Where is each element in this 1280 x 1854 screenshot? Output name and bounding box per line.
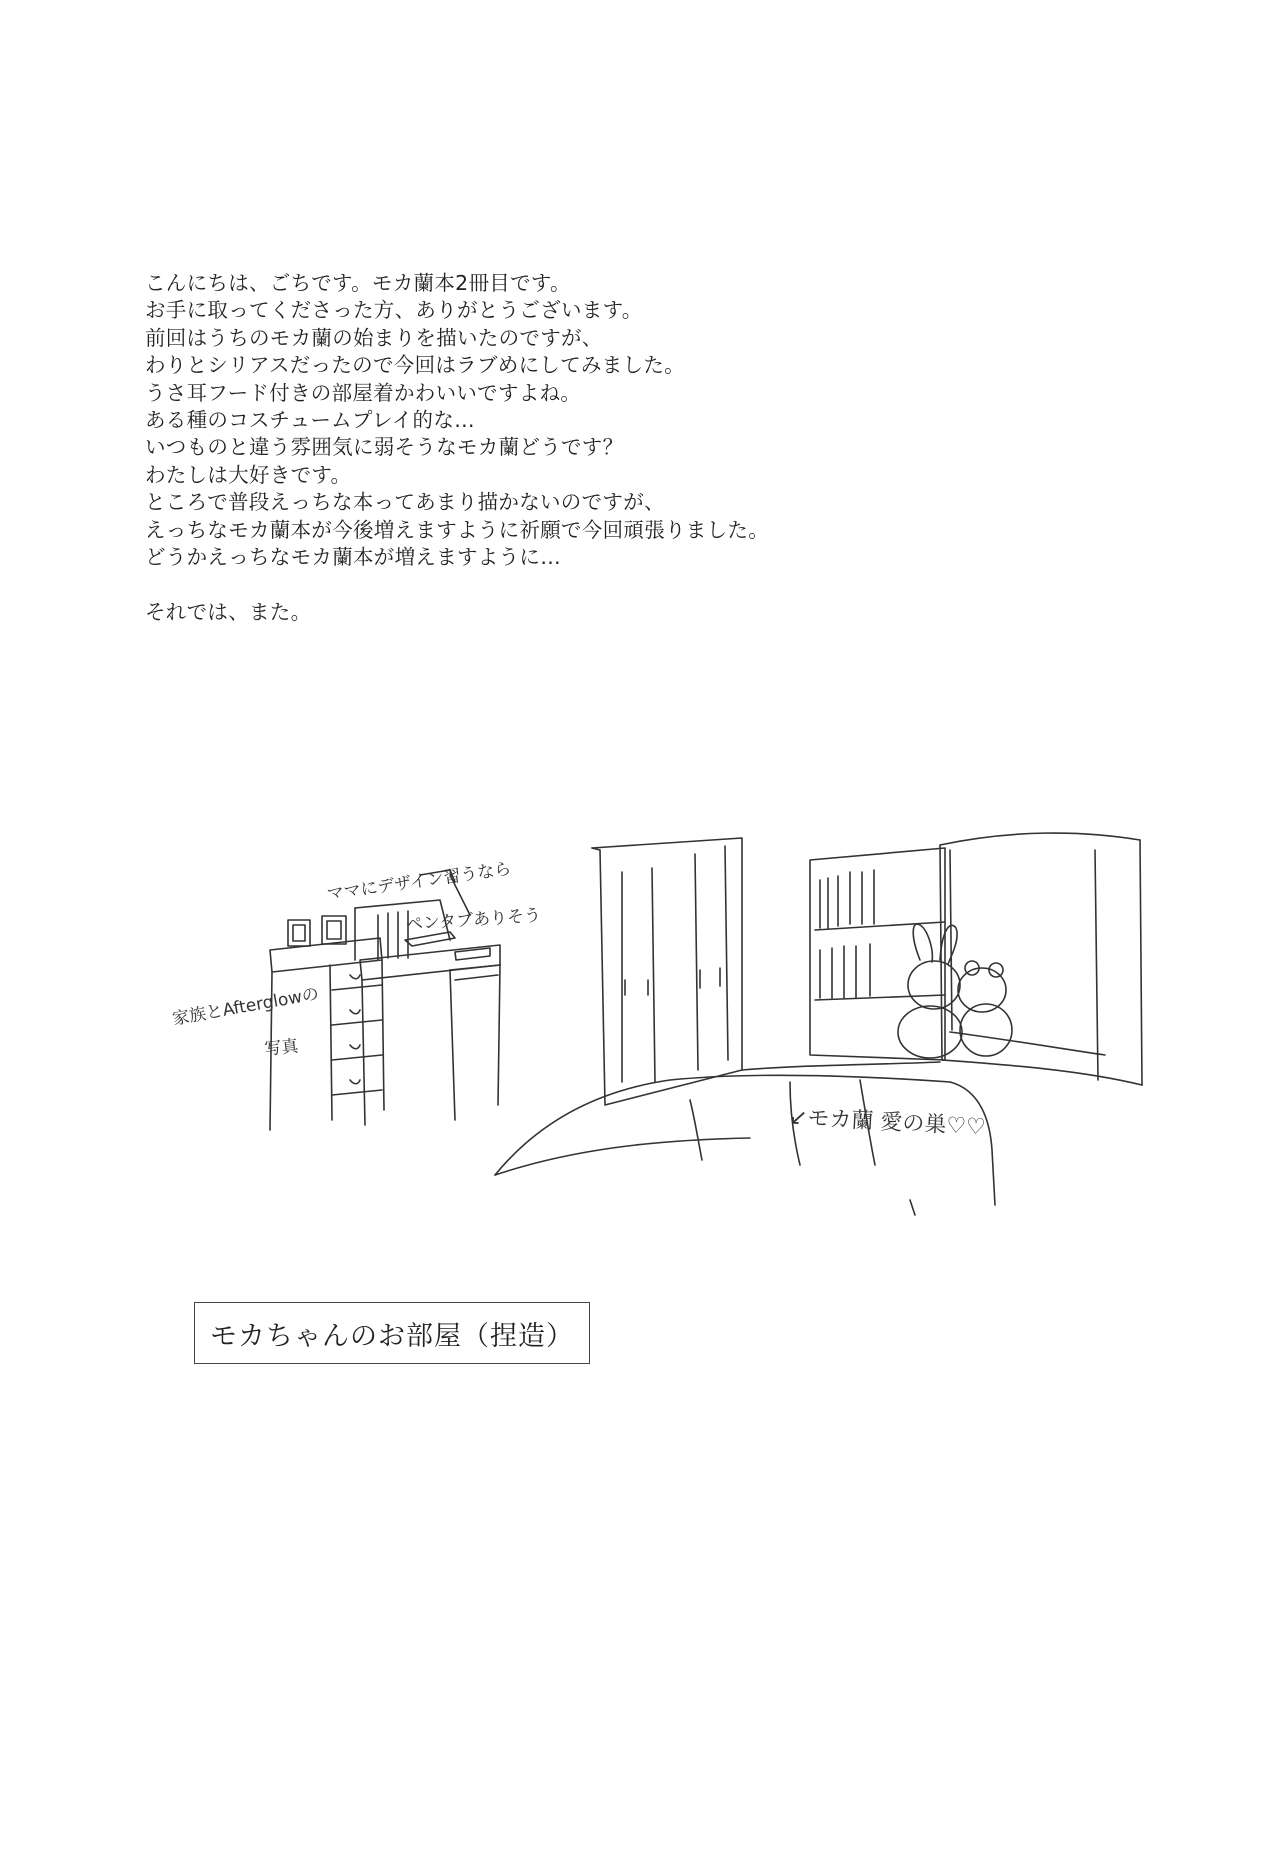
afterword-text	[145, 270, 1045, 626]
afterword-line: 前回はうちのモカ蘭の始まりを描いたのですが、	[145, 325, 603, 350]
room-sketch-drawing	[150, 820, 1200, 1320]
afterword-line: いつものと違う雰囲気に弱そうなモカ蘭どうです？	[145, 435, 624, 460]
afterword-line: ある種のコスチュームプレイ的な…	[145, 408, 475, 433]
sketch-note-photo: 写真	[263, 1036, 300, 1060]
sketch-note-pentab: ペンタブありそう	[405, 905, 542, 935]
afterword-closing: それでは、また。	[145, 599, 312, 624]
room-sketch	[150, 820, 1200, 1320]
sketch-note-love-nest: ↙モカ蘭 愛の巣♡♡	[788, 1104, 987, 1141]
sketch-note-design: ママにデザイン習うなら	[325, 859, 513, 905]
afterword-line: お手に取ってくださった方、ありがとうございます。	[145, 298, 643, 323]
afterword-line: わたしは大好きです。	[145, 462, 352, 487]
afterword-line: うさ耳フード付きの部屋着かわいいですよね。	[145, 380, 582, 405]
afterword-line: わりとシリアスだったので今回はラブめにしてみました。	[145, 353, 685, 378]
caption-box	[194, 1302, 590, 1364]
floor-lines	[742, 1062, 940, 1070]
wardrobe	[592, 838, 742, 1105]
sketch-note-family-photo: 家族とAfterglowの	[170, 984, 321, 1030]
window	[940, 833, 1142, 1085]
caption-text: モカちゃんのお部屋（捏造）	[210, 1320, 574, 1352]
afterword-line: どうかえっちなモカ蘭本が増えますように…	[145, 545, 561, 570]
afterword-line: こんにちは、ごちです。モカ蘭本2冊目です。	[145, 271, 571, 295]
paragraph-spacer	[145, 571, 1045, 598]
afterword-line: えっちなモカ蘭本が今後増えますように祈願で今回頑張りました。	[145, 517, 769, 542]
bed	[495, 1075, 995, 1215]
dresser	[270, 916, 384, 1130]
afterword-line: ところで普段えっちな本ってあまり描かないのですが、	[145, 490, 665, 515]
bookshelf	[810, 848, 945, 1060]
